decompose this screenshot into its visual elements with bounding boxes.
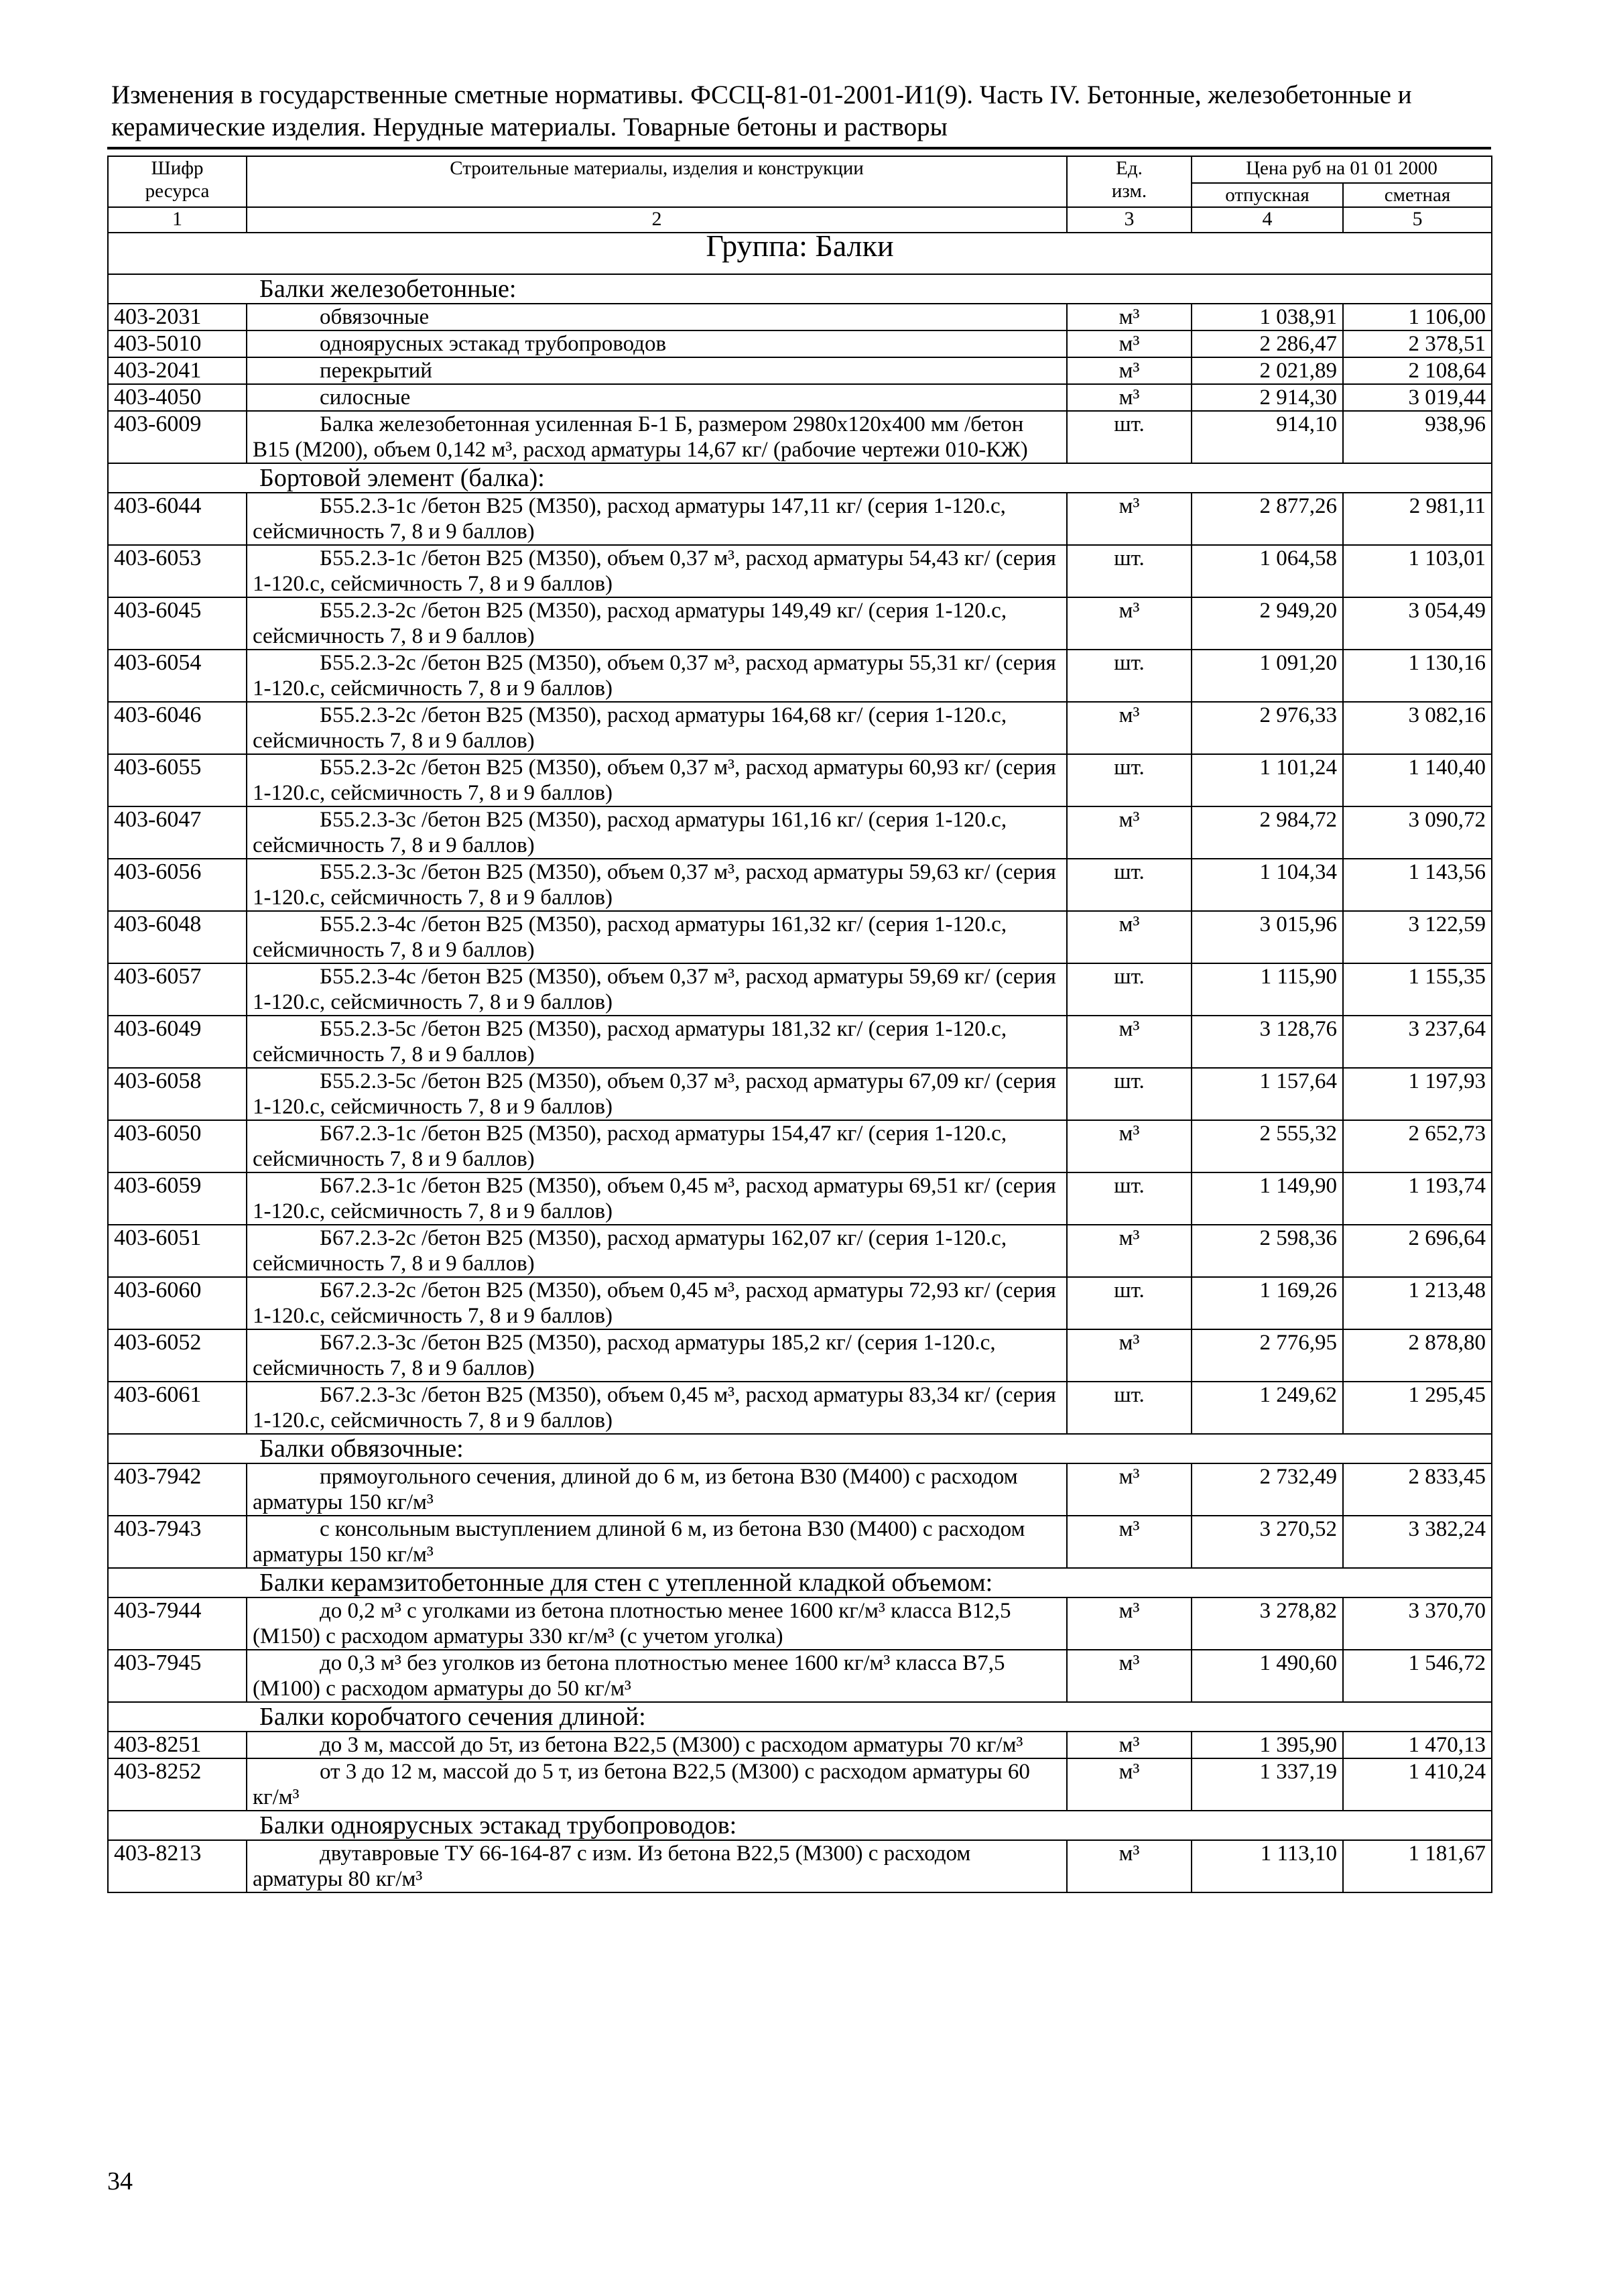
unit-of-measure: м³ [1067,1120,1192,1172]
table-row [108,806,1492,859]
estimate-price: 1 106,00 [1343,304,1492,330]
resource-code: 403-7945 [108,1650,247,1702]
estimate-price: 1 197,93 [1343,1068,1492,1120]
resource-code: 403-8252 [108,1758,247,1811]
table-row [108,963,1492,1016]
unit-of-measure: м³ [1067,330,1192,357]
table-row [108,911,1492,963]
unit-of-measure: м³ [1067,911,1192,963]
unit-of-measure: м³ [1067,357,1192,384]
table-row [108,1382,1492,1434]
section-title: Балки железобетонные: [108,274,1492,304]
unit-of-measure: м³ [1067,1758,1192,1811]
table-row [108,1758,1492,1811]
description-text: Б67.2.3-3с /бетон В25 (М350), объем 0,45 м³, расход арматуры 83,34 кг/ (серия 1-120.с, сейсмичность 7, 8 и 9 баллов) [253,1383,1056,1433]
estimate-price: 3 237,64 [1343,1016,1492,1068]
release-price: 3 278,82 [1192,1597,1343,1650]
release-price: 1 149,90 [1192,1172,1343,1225]
resource-code: 403-6053 [108,545,247,597]
section-title-row [108,1568,1492,1597]
release-price: 3 270,52 [1192,1516,1343,1568]
material-description [247,1329,1067,1382]
resource-code: 403-6058 [108,1068,247,1120]
material-description [247,754,1067,806]
release-price: 2 776,95 [1192,1329,1343,1382]
release-price: 1 169,26 [1192,1277,1343,1329]
unit-of-measure: м³ [1067,806,1192,859]
release-price: 2 976,33 [1192,702,1343,754]
section-title-row [108,463,1492,493]
resource-code: 403-7944 [108,1597,247,1650]
resource-code: 403-6047 [108,806,247,859]
unit-column-header: Ед. изм. [1067,156,1192,207]
description-text: от 3 до 12 м, массой до 5 т, из бетона В22,5 (М300) с расходом арматуры 60 кг/м³ [253,1760,1030,1809]
material-description [247,1172,1067,1225]
resource-code: 403-8213 [108,1840,247,1892]
table-row [108,1068,1492,1120]
release-price: 1 115,90 [1192,963,1343,1016]
description-text: прямоугольного сечения, длиной до 6 м, из бетона В30 (М400) с расходом арматуры 150 кг/м³ [253,1465,1018,1514]
estimate-price: 3 090,72 [1343,806,1492,859]
table-row [108,1597,1492,1650]
section-title: Балки керамзитобетонные для стен с утепленной кладкой объемом: [108,1568,1492,1597]
estimate-price-header: сметная [1343,183,1492,207]
unit-of-measure: м³ [1067,304,1192,330]
material-description [247,1463,1067,1516]
release-price-header: отпускная [1192,183,1343,207]
unit-of-measure: шт. [1067,859,1192,911]
estimate-price: 3 054,49 [1343,597,1492,650]
description-text: Б55.2.3-4с /бетон В25 (М350), расход арматуры 161,32 кг/ (серия 1-120.с, сейсмичность 7, 8 и 9 баллов) [253,912,1007,962]
section-title-row [108,1702,1492,1732]
table-row [108,384,1492,411]
material-description [247,1732,1067,1758]
description-text: Б55.2.3-4с /бетон В25 (М350), объем 0,37 м³, расход арматуры 59,69 кг/ (серия 1-120.с, сейсмичность 7, 8 и 9 баллов) [253,965,1056,1014]
table-row [108,357,1492,384]
release-price: 2 732,49 [1192,1463,1343,1516]
unit-of-measure: м³ [1067,1329,1192,1382]
resource-code: 403-6061 [108,1382,247,1434]
material-description [247,330,1067,357]
estimate-price: 1 546,72 [1343,1650,1492,1702]
table-row [108,545,1492,597]
release-price: 1 337,19 [1192,1758,1343,1811]
resource-code: 403-6054 [108,650,247,702]
release-price: 3 015,96 [1192,911,1343,963]
description-text: силосные [320,385,411,410]
estimate-price: 938,96 [1343,411,1492,463]
materials-column-header: Строительные материалы, изделия и конструкции [247,156,1067,207]
unit-of-measure: м³ [1067,1516,1192,1568]
release-price: 2 555,32 [1192,1120,1343,1172]
table-row [108,1016,1492,1068]
release-price: 2 949,20 [1192,597,1343,650]
material-description [247,963,1067,1016]
table-row [108,1516,1492,1568]
code-column-header: Шифр ресурса [108,156,247,207]
release-price: 2 286,47 [1192,330,1343,357]
release-price: 1 113,10 [1192,1840,1343,1892]
description-text: Б67.2.3-2с /бетон В25 (М350), объем 0,45 м³, расход арматуры 72,93 кг/ (серия 1-120.с, сейсмичность 7, 8 и 9 баллов) [253,1278,1056,1328]
description-text: до 0,3 м³ без уголков из бетона плотностью менее 1600 кг/м³ класса В7,5 (М100) с расходом арматуры до 50 кг/м³ [253,1651,1005,1701]
unit-of-measure: шт. [1067,1068,1192,1120]
resource-code: 403-2031 [108,304,247,330]
table-row [108,411,1492,463]
estimate-price: 2 981,11 [1343,493,1492,545]
table-row [108,1277,1492,1329]
estimate-price: 1 470,13 [1343,1732,1492,1758]
section-title-row [108,1811,1492,1840]
header-rule [107,147,1491,149]
resource-code: 403-6052 [108,1329,247,1382]
unit-of-measure: шт. [1067,754,1192,806]
estimate-price: 1 143,56 [1343,859,1492,911]
material-description [247,859,1067,911]
description-text: Б55.2.3-1с /бетон В25 (М350), объем 0,37 м³, расход арматуры 54,43 кг/ (серия 1-120.с, сейсмичность 7, 8 и 9 баллов) [253,546,1056,596]
table-row [108,304,1492,330]
unit-of-measure: шт. [1067,411,1192,463]
unit-of-measure: м³ [1067,702,1192,754]
description-text: Б67.2.3-1с /бетон В25 (М350), объем 0,45 м³, расход арматуры 69,51 кг/ (серия 1-120.с, сейсмичность 7, 8 и 9 баллов) [253,1174,1056,1223]
resource-code: 403-6057 [108,963,247,1016]
resource-code: 403-4050 [108,384,247,411]
material-description [247,1758,1067,1811]
unit-of-measure: шт. [1067,1172,1192,1225]
resource-code: 403-6055 [108,754,247,806]
material-description [247,1597,1067,1650]
release-price: 2 021,89 [1192,357,1343,384]
table-body [108,233,1492,1892]
estimate-price: 1 130,16 [1343,650,1492,702]
resource-code: 403-6059 [108,1172,247,1225]
estimate-price: 1 213,48 [1343,1277,1492,1329]
estimate-price: 1 181,67 [1343,1840,1492,1892]
column-number: 3 [1067,207,1192,233]
header-line-1: Изменения в государственные сметные нормативы. ФССЦ-81-01-2001-И1(9). Часть IV. Бетонные, железобетонные и [111,80,1412,109]
material-description [247,1840,1067,1892]
material-description [247,597,1067,650]
estimate-price: 3 382,24 [1343,1516,1492,1568]
estimate-price: 2 833,45 [1343,1463,1492,1516]
table-row [108,1732,1492,1758]
resource-code: 403-8251 [108,1732,247,1758]
material-description [247,911,1067,963]
description-text: Б67.2.3-2с /бетон В25 (М350), расход арматуры 162,07 кг/ (серия 1-120.с, сейсмичность 7, 8 и 9 баллов) [253,1226,1007,1276]
table-row [108,650,1492,702]
unit-of-measure: м³ [1067,1597,1192,1650]
description-text: до 3 м, массой до 5т, из бетона В22,5 (М300) с расходом арматуры 70 кг/м³ [320,1733,1023,1757]
unit-of-measure: м³ [1067,493,1192,545]
unit-of-measure: м³ [1067,1463,1192,1516]
document-header [111,79,1502,143]
page-number: 34 [107,2167,133,2195]
unit-of-measure: м³ [1067,1732,1192,1758]
header-line-2: керамические изделия. Нерудные материалы. Товарные бетоны и растворы [111,113,948,141]
table-row [108,493,1492,545]
resource-code: 403-7942 [108,1463,247,1516]
release-price: 1 064,58 [1192,545,1343,597]
resource-code: 403-6049 [108,1016,247,1068]
section-title: Балки коробчатого сечения длиной: [108,1702,1492,1732]
material-description [247,1016,1067,1068]
material-description [247,304,1067,330]
release-price: 2 598,36 [1192,1225,1343,1277]
table-row [108,754,1492,806]
release-price: 2 914,30 [1192,384,1343,411]
description-text: Б55.2.3-5с /бетон В25 (М350), объем 0,37 м³, расход арматуры 67,09 кг/ (серия 1-120.с, сейсмичность 7, 8 и 9 баллов) [253,1069,1056,1119]
estimate-price: 3 019,44 [1343,384,1492,411]
resource-code: 403-6051 [108,1225,247,1277]
description-text: обвязочные [320,305,430,329]
description-text: до 0,2 м³ с уголками из бетона плотностью менее 1600 кг/м³ класса В12,5 (М150) с расходом арматуры 330 кг/м³ (с учетом уголка) [253,1599,1011,1648]
material-description [247,702,1067,754]
estimate-price: 1 193,74 [1343,1172,1492,1225]
release-price: 1 490,60 [1192,1650,1343,1702]
release-price: 1 157,64 [1192,1068,1343,1120]
estimate-price: 1 103,01 [1343,545,1492,597]
release-price: 914,10 [1192,411,1343,463]
material-description [247,806,1067,859]
table-row [108,330,1492,357]
description-text: Б55.2.3-2с /бетон В25 (М350), расход арматуры 149,49 кг/ (серия 1-120.с, сейсмичность 7, 8 и 9 баллов) [253,599,1007,648]
material-description [247,1650,1067,1702]
group-title: Группа: Балки [108,233,1492,274]
resource-code: 403-6060 [108,1277,247,1329]
description-text: перекрытий [320,359,432,383]
material-description [247,493,1067,545]
unit-of-measure: м³ [1067,1840,1192,1892]
description-text: Б67.2.3-3с /бетон В25 (М350), расход арматуры 185,2 кг/ (серия 1-120.с, сейсмичность 7, 8 и 9 баллов) [253,1331,996,1380]
unit-of-measure: м³ [1067,1016,1192,1068]
estimate-price: 3 082,16 [1343,702,1492,754]
resource-code: 403-6046 [108,702,247,754]
column-number: 4 [1192,207,1343,233]
column-number: 2 [247,207,1067,233]
table-row [108,1120,1492,1172]
description-text: Б55.2.3-3с /бетон В25 (М350), объем 0,37 м³, расход арматуры 59,63 кг/ (серия 1-120.с, сейсмичность 7, 8 и 9 баллов) [253,860,1056,910]
material-description [247,1516,1067,1568]
material-description [247,384,1067,411]
table-row [108,1225,1492,1277]
column-number: 5 [1343,207,1492,233]
section-title: Балки одноярусных эстакад трубопроводов: [108,1811,1492,1840]
unit-of-measure: шт. [1067,1382,1192,1434]
estimate-price: 3 370,70 [1343,1597,1492,1650]
release-price: 2 984,72 [1192,806,1343,859]
material-description [247,1277,1067,1329]
description-text: Балка железобетонная усиленная Б-1 Б, размером 2980х120х400 мм /бетон В15 (М200), объем 0,142 м³, расход арматуры 14,67 кг/ (рабочие чертежи 010-КЖ) [253,412,1028,462]
table-header-row [108,156,1492,183]
section-title-row [108,1434,1492,1463]
table-row [108,1463,1492,1516]
description-text: одноярусных эстакад трубопроводов [320,332,667,356]
resource-code: 403-6056 [108,859,247,911]
unit-of-measure: шт. [1067,650,1192,702]
table-row [108,597,1492,650]
description-text: Б55.2.3-2с /бетон В25 (М350), расход арматуры 164,68 кг/ (серия 1-120.с, сейсмичность 7, 8 и 9 баллов) [253,703,1007,753]
resource-code: 403-6045 [108,597,247,650]
unit-of-measure: м³ [1067,597,1192,650]
table-row [108,702,1492,754]
resource-code: 403-6048 [108,911,247,963]
material-description [247,650,1067,702]
section-title-row [108,274,1492,304]
unit-of-measure: шт. [1067,545,1192,597]
unit-of-measure: шт. [1067,1277,1192,1329]
description-text: Б55.2.3-2с /бетон В25 (М350), объем 0,37 м³, расход арматуры 60,93 кг/ (серия 1-120.с, сейсмичность 7, 8 и 9 баллов) [253,756,1056,805]
material-description [247,1068,1067,1120]
resource-code: 403-2041 [108,357,247,384]
table-row [108,1840,1492,1892]
estimate-price: 3 122,59 [1343,911,1492,963]
unit-of-measure: м³ [1067,384,1192,411]
description-text: с консольным выступлением длиной 6 м, из бетона В30 (М400) с расходом арматуры 150 кг/м³ [253,1517,1025,1567]
resource-code: 403-7943 [108,1516,247,1568]
estimate-price: 2 652,73 [1343,1120,1492,1172]
section-title: Балки обвязочные: [108,1434,1492,1463]
description-text: Б55.2.3-5с /бетон В25 (М350), расход арматуры 181,32 кг/ (серия 1-120.с, сейсмичность 7, 8 и 9 баллов) [253,1017,1007,1067]
resource-code: 403-6050 [108,1120,247,1172]
material-description [247,1120,1067,1172]
table-row [108,859,1492,911]
description-text: Б55.2.3-1с /бетон В25 (М350), расход арматуры 147,11 кг/ (серия 1-120.с, сейсмичность 7, 8 и 9 баллов) [253,494,1006,544]
release-price: 1 104,34 [1192,859,1343,911]
material-description [247,357,1067,384]
estimate-price: 2 108,64 [1343,357,1492,384]
material-description [247,1225,1067,1277]
table-row [108,1650,1492,1702]
resource-code: 403-6009 [108,411,247,463]
price-column-header: Цена руб на 01 01 2000 [1192,156,1492,183]
estimate-price: 1 155,35 [1343,963,1492,1016]
release-price: 1 249,62 [1192,1382,1343,1434]
description-text: Б67.2.3-1с /бетон В25 (М350), расход арматуры 154,47 кг/ (серия 1-120.с, сейсмичность 7, 8 и 9 баллов) [253,1122,1007,1171]
release-price: 1 101,24 [1192,754,1343,806]
group-title-row [108,233,1492,274]
table-row [108,1172,1492,1225]
description-text: Б55.2.3-2с /бетон В25 (М350), объем 0,37 м³, расход арматуры 55,31 кг/ (серия 1-120.с, сейсмичность 7, 8 и 9 баллов) [253,651,1056,701]
release-price: 1 395,90 [1192,1732,1343,1758]
price-table [107,156,1492,1893]
estimate-price: 2 696,64 [1343,1225,1492,1277]
release-price: 2 877,26 [1192,493,1343,545]
release-price: 1 091,20 [1192,650,1343,702]
estimate-price: 2 378,51 [1343,330,1492,357]
release-price: 3 128,76 [1192,1016,1343,1068]
material-description [247,545,1067,597]
resource-code: 403-6044 [108,493,247,545]
description-text: Б55.2.3-3с /бетон В25 (М350), расход арматуры 161,16 кг/ (серия 1-120.с, сейсмичность 7, 8 и 9 баллов) [253,808,1007,857]
unit-of-measure: шт. [1067,963,1192,1016]
resource-code: 403-5010 [108,330,247,357]
column-number: 1 [108,207,247,233]
estimate-price: 2 878,80 [1343,1329,1492,1382]
estimate-price: 1 410,24 [1343,1758,1492,1811]
section-title: Бортовой элемент (балка): [108,463,1492,493]
release-price: 1 038,91 [1192,304,1343,330]
estimate-price: 1 295,45 [1343,1382,1492,1434]
unit-of-measure: м³ [1067,1650,1192,1702]
column-number-row [108,207,1492,233]
description-text: двутавровые ТУ 66-164-87 с изм. Из бетона В22,5 (М300) с расходом арматуры 80 кг/м³ [253,1841,971,1891]
material-description [247,411,1067,463]
estimate-price: 1 140,40 [1343,754,1492,806]
unit-of-measure: м³ [1067,1225,1192,1277]
material-description [247,1382,1067,1434]
table-row [108,1329,1492,1382]
